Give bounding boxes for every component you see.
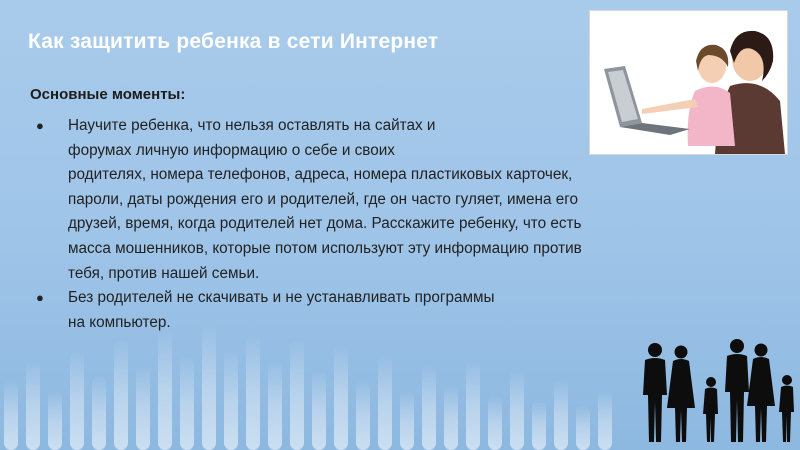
bullet-line: Без родителей не скачивать и не устанавливать программы bbox=[68, 289, 495, 307]
bullet-line: пароли, даты рождения его и родителей, где он часто гуляет, имена его bbox=[68, 190, 579, 208]
mother-child-laptop-photo bbox=[590, 11, 787, 154]
bullet-line: Научите ребенка, что нельзя оставлять на сайтах и bbox=[68, 117, 436, 134]
bullet-item bbox=[36, 286, 756, 335]
bullet-line: масса мошенников, которые потом используют эту информацию против bbox=[68, 239, 582, 257]
slide-title: Как защитить ребенка в сети Интернет bbox=[28, 30, 439, 53]
bullet-line: родителях, номера телефонов, адреса, номера пластиковых карточек, bbox=[68, 166, 573, 184]
bullet-line: на компьютер. bbox=[68, 313, 171, 331]
bullet-dot-icon: ● bbox=[36, 290, 44, 306]
bullet-dot-icon: ● bbox=[36, 118, 44, 133]
bullet-line: тебя, против нашей семьи. bbox=[68, 264, 260, 282]
bullet-line: друзей, время, когда родителей нет дома. Расскажите ребенку, что есть bbox=[68, 215, 582, 233]
bullet-line: форумах личную информацию о себе и своих bbox=[68, 141, 395, 159]
slide-subtitle: Основные моменты: bbox=[30, 86, 186, 103]
family-silhouette-icon bbox=[625, 330, 800, 450]
photo-illustration bbox=[590, 11, 787, 154]
